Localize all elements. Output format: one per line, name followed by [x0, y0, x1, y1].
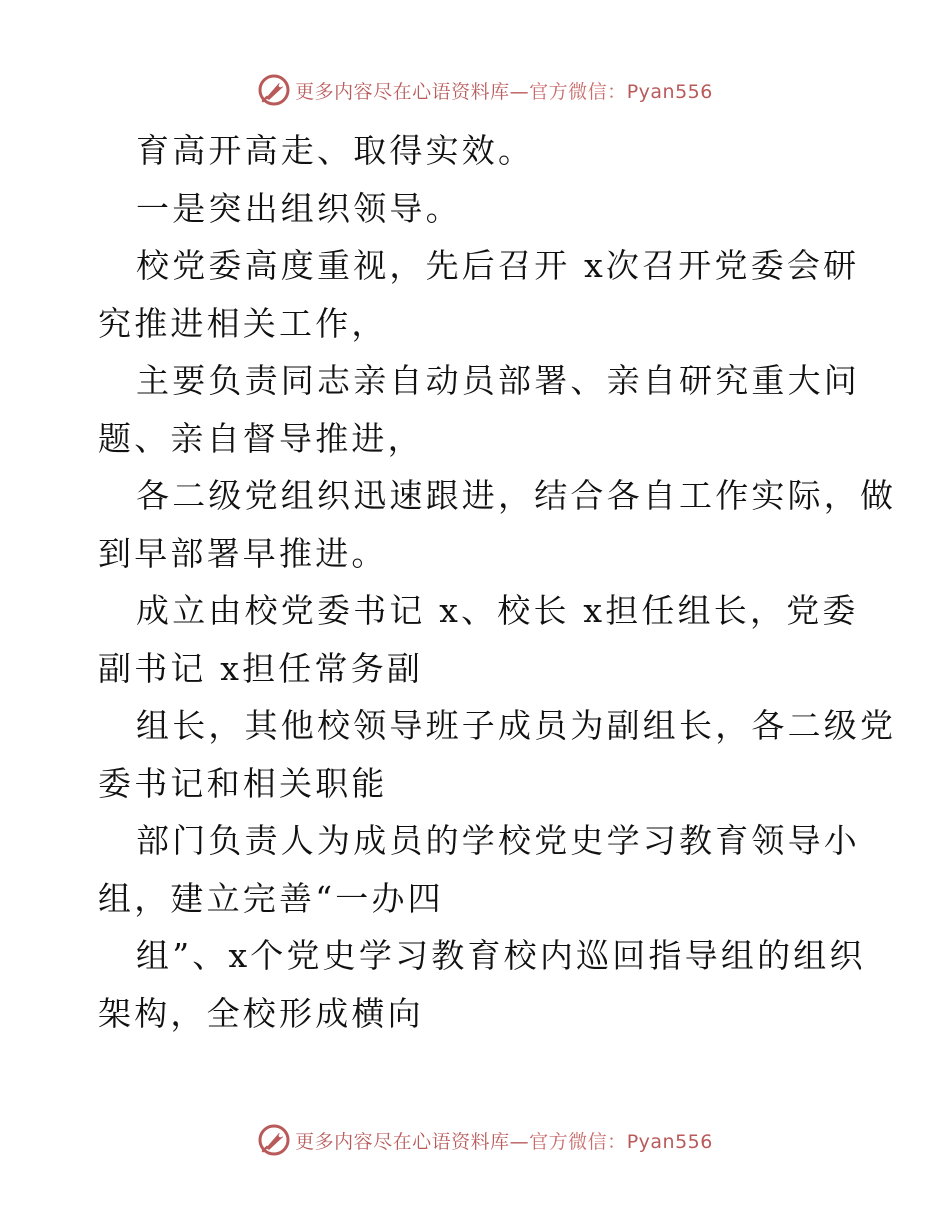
body-text-line: 校党委高度重视，先后召开 x次召开党委会研: [136, 246, 860, 285]
footer-banner-text: [295, 1127, 713, 1154]
header-banner-inner: [257, 73, 713, 107]
body-text-line: 组长，其他校领导班子成员为副组长，各二级党: [136, 706, 897, 745]
body-text-line: 育高开高走、取得实效。: [136, 131, 535, 170]
body-text-line: 组，建立完善“一办四: [98, 878, 444, 918]
body-text-line: 部门负责人为成员的学校党史学习教育领导小: [136, 821, 860, 860]
body-text-line: 架构，全校形成横向: [98, 993, 424, 1033]
header-banner-text: [295, 77, 713, 104]
footer-banner-separator: —: [509, 1130, 530, 1153]
footer-wechat-label: 官方微信：: [529, 1130, 627, 1153]
footer-banner-inner: [257, 1123, 713, 1157]
header-wechat-label: 官方微信：: [529, 80, 627, 103]
footer-wechat-id: Pyan556: [626, 1130, 713, 1153]
header-banner-separator: —: [509, 80, 530, 103]
body-text-line: 副书记 x担任常务副: [98, 648, 424, 688]
body-text-line: 组”、x个党史学习教育校内巡回指导组的组织: [136, 936, 866, 975]
document-body: [98, 122, 897, 1042]
body-text-line: 各二级党组织迅速跟进，结合各自工作实际，做: [136, 476, 897, 515]
body-text-line: 究推进相关工作，: [98, 303, 388, 343]
header-wechat-id: Pyan556: [626, 80, 713, 103]
pen-nib-logo-icon: [257, 73, 291, 107]
header-banner-title: 更多内容尽在心语资料库: [295, 80, 510, 103]
body-text-line: 一是突出组织领导。: [136, 188, 462, 228]
body-text-line: 委书记和相关职能: [98, 763, 388, 803]
header-banner: [0, 70, 950, 110]
body-text-line: 主要负责同志亲自动员部署、亲自研究重大问: [136, 361, 860, 400]
footer-banner: [0, 1120, 950, 1160]
body-text-line: 题、亲自督导推进，: [98, 418, 424, 458]
body-text-line: 成立由校党委书记 x、校长 x担任组长，党委: [136, 591, 859, 630]
body-text-line: 到早部署早推进。: [98, 533, 388, 573]
pen-nib-logo-icon: [257, 1123, 291, 1157]
footer-banner-title: 更多内容尽在心语资料库: [295, 1130, 510, 1153]
